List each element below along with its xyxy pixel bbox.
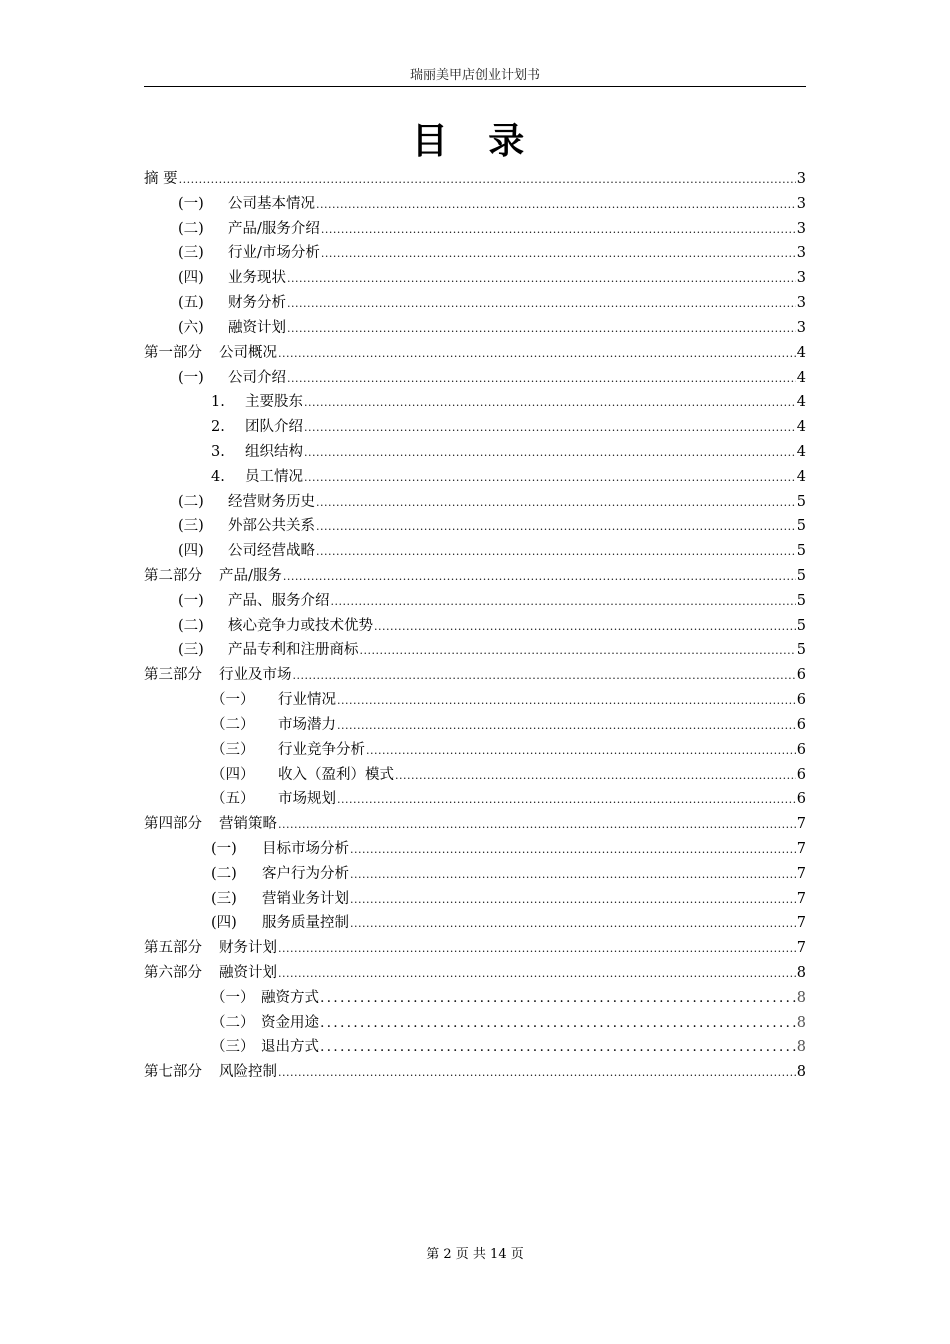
toc-entry[interactable] [144, 862, 806, 887]
toc-entry[interactable] [144, 1060, 806, 1085]
toc-entry-page: 8 [796, 1039, 806, 1056]
toc-entry[interactable] [144, 514, 806, 539]
toc-entry[interactable] [144, 812, 806, 837]
toc-entry-page: 6 [796, 766, 806, 783]
toc-entry-title: 客户行为分析 [262, 865, 349, 882]
toc-leader-dots [278, 962, 796, 986]
toc-leader-dots [321, 218, 796, 242]
toc-entry-number: （二） [211, 716, 255, 733]
toc-entry-number: 3. [211, 443, 225, 460]
toc-entry-page: 4 [796, 394, 806, 411]
toc-entry[interactable] [144, 167, 806, 192]
toc-entry-page: 7 [796, 840, 806, 857]
table-of-contents [144, 167, 806, 1085]
toc-entry[interactable] [144, 217, 806, 242]
toc-entry-title: 公司概况 [219, 344, 277, 361]
toc-entry-page: 4 [796, 369, 806, 386]
toc-leader-dots [316, 540, 796, 564]
toc-entry-number: （一） [211, 989, 255, 1006]
toc-entry-number: 1. [211, 394, 225, 411]
toc-entry-page: 8 [796, 1064, 806, 1081]
toc-entry-title: 行业及市场 [219, 667, 292, 684]
toc-entry[interactable] [144, 688, 806, 713]
toc-entry-title: 团队介绍 [245, 419, 303, 436]
toc-entry-page: 5 [796, 518, 806, 535]
toc-entry-title: 行业情况 [278, 692, 336, 709]
toc-entry-number: (六) [178, 319, 204, 336]
toc-entry-number: (三) [178, 518, 204, 535]
toc-entry[interactable] [144, 763, 806, 788]
toc-entry-number: （三） [211, 741, 255, 758]
toc-leader-dots [350, 838, 796, 862]
toc-entry-title: 组织结构 [245, 443, 303, 460]
toc-entry-number: (一) [178, 592, 204, 609]
toc-entry[interactable] [144, 390, 806, 415]
toc-entry-page: 6 [796, 692, 806, 709]
toc-entry-title: 核心竞争力或技术优势 [228, 617, 373, 634]
toc-entry-title: 公司经营战略 [228, 543, 315, 560]
toc-entry-number: (四) [178, 270, 204, 287]
toc-entry[interactable] [144, 614, 806, 639]
toc-title: 目 录 [411, 120, 539, 162]
toc-leader-dots [278, 813, 796, 837]
toc-entry-title: 融资计划 [219, 965, 277, 981]
toc-leader-dots [278, 937, 796, 961]
toc-entry-page: 5 [796, 642, 806, 659]
toc-entry-title: 公司基本情况 [228, 195, 315, 212]
toc-entry[interactable] [144, 266, 806, 291]
toc-entry-title: 行业/市场分析 [228, 245, 320, 262]
toc-entry[interactable] [144, 1011, 806, 1036]
toc-entry-number: （三） [211, 1039, 255, 1056]
toc-entry-number: (四) [211, 915, 237, 932]
toc-entry-title: 产品/服务 [219, 568, 282, 584]
toc-entry-title: 融资方式 [261, 989, 319, 1006]
toc-entry-title: 融资计划 [228, 319, 286, 336]
toc-entry-number: 第六部分 [144, 965, 202, 981]
toc-entry-title: 产品专利和注册商标 [228, 642, 359, 659]
toc-entry[interactable] [144, 490, 806, 515]
toc-leader-dots [278, 342, 796, 366]
toc-entry-page: 3 [796, 295, 806, 312]
toc-entry-title: 产品/服务介绍 [228, 220, 320, 237]
toc-entry[interactable] [144, 911, 806, 936]
toc-entry-title: 公司介绍 [228, 369, 286, 386]
toc-entry[interactable] [144, 738, 806, 763]
toc-entry[interactable] [144, 564, 806, 589]
toc-entry[interactable] [144, 887, 806, 912]
toc-entry-number: （二） [211, 1014, 255, 1031]
toc-entry-number: (三) [178, 245, 204, 262]
toc-entry-title: 收入（盈利）模式 [278, 766, 394, 783]
toc-entry-title: 主要股东 [245, 394, 303, 411]
toc-leader-dots [316, 515, 796, 539]
toc-entry-page: 8 [796, 1014, 806, 1031]
toc-entry-page: 7 [796, 890, 806, 907]
toc-entry-number: （四） [211, 766, 255, 783]
toc-entry-page: 3 [796, 195, 806, 212]
toc-entry-number: 4. [211, 468, 225, 485]
toc-entry[interactable] [144, 961, 806, 986]
toc-leader-dots [304, 416, 796, 440]
toc-entry-title: 员工情况 [245, 468, 303, 485]
toc-entry-page: 5 [796, 493, 806, 510]
toc-entry-number: 摘 要 [144, 171, 178, 187]
toc-entry-page: 5 [796, 617, 806, 634]
toc-entry-page: 4 [796, 443, 806, 460]
toc-entry-number: （五） [211, 791, 255, 808]
toc-entry-number: (五) [178, 295, 204, 312]
toc-entry[interactable] [144, 241, 806, 266]
toc-entry-number: (一) [178, 369, 204, 386]
toc-entry-page: 3 [796, 171, 806, 187]
toc-entry-page: 3 [796, 245, 806, 262]
page-footer: 第 2 页 共 14 页 [426, 1247, 524, 1262]
toc-entry-page: 3 [796, 270, 806, 287]
toc-entry-number: 第七部分 [144, 1064, 202, 1081]
toc-entry-page: 3 [796, 220, 806, 237]
toc-leader-dots [283, 565, 796, 589]
toc-entry[interactable] [144, 713, 806, 738]
toc-entry[interactable] [144, 638, 806, 663]
toc-entry-title: 外部公共关系 [228, 518, 315, 535]
toc-entry-title: 经营财务历史 [228, 493, 315, 510]
toc-entry-page: 5 [796, 568, 806, 584]
toc-entry-title: 产品、服务介绍 [228, 592, 330, 609]
toc-leader-dots [337, 714, 796, 738]
toc-leader-dots [287, 317, 796, 341]
toc-entry-number: （一） [211, 692, 255, 709]
toc-entry-page: 8 [796, 965, 806, 981]
toc-entry-number: (二) [178, 617, 204, 634]
toc-leader-dots [350, 888, 796, 912]
toc-leader-dots [360, 639, 796, 663]
toc-leader-dots [320, 986, 796, 1011]
toc-leader-dots [304, 466, 796, 490]
toc-leader-dots [331, 590, 796, 614]
toc-entry-title: 服务质量控制 [262, 915, 349, 932]
toc-entry[interactable] [144, 663, 806, 688]
toc-leader-dots [287, 267, 796, 291]
toc-entry-page: 4 [796, 468, 806, 485]
toc-leader-dots [350, 912, 796, 936]
toc-entry-number: (二) [178, 493, 204, 510]
toc-entry[interactable] [144, 192, 806, 217]
toc-entry-title: 财务计划 [219, 940, 277, 957]
toc-leader-dots [179, 168, 796, 192]
toc-leader-dots [337, 788, 796, 812]
toc-entry-page: 7 [796, 865, 806, 882]
toc-entry-number: (一) [178, 195, 204, 212]
toc-entry-page: 4 [796, 419, 806, 436]
toc-leader-dots [366, 739, 796, 763]
toc-entry-title: 营销策略 [219, 816, 277, 833]
toc-leader-dots [395, 764, 796, 788]
toc-entry[interactable] [144, 787, 806, 812]
toc-entry-page: 6 [796, 716, 806, 733]
toc-entry-number: (三) [211, 890, 237, 907]
toc-entry-page: 7 [796, 915, 806, 932]
toc-entry[interactable] [144, 837, 806, 862]
toc-entry-title: 市场规划 [278, 791, 336, 808]
toc-leader-dots [287, 367, 796, 391]
toc-entry[interactable] [144, 986, 806, 1011]
toc-leader-dots [304, 391, 796, 415]
toc-entry-number: 2. [211, 419, 225, 436]
toc-entry-title: 退出方式 [261, 1039, 319, 1056]
toc-leader-dots [321, 242, 796, 266]
toc-entry[interactable] [144, 589, 806, 614]
toc-leader-dots [374, 615, 796, 639]
toc-entry[interactable] [144, 440, 806, 465]
toc-entry-page: 5 [796, 543, 806, 560]
toc-entry-title: 资金用途 [261, 1014, 319, 1031]
toc-entry[interactable] [144, 415, 806, 440]
toc-entry[interactable] [144, 291, 806, 316]
toc-leader-dots [350, 863, 796, 887]
toc-entry-page: 6 [796, 741, 806, 758]
toc-entry[interactable] [144, 1035, 806, 1060]
toc-leader-dots [304, 441, 796, 465]
toc-entry-page: 8 [796, 989, 806, 1006]
page-header: 瑞丽美甲店创业计划书 [144, 66, 806, 87]
toc-leader-dots [293, 664, 796, 688]
toc-entry-number: (四) [178, 543, 204, 560]
toc-entry-page: 4 [796, 344, 806, 361]
toc-leader-dots [320, 1011, 796, 1036]
toc-entry-number: 第五部分 [144, 940, 202, 957]
toc-entry-page: 7 [796, 940, 806, 957]
toc-entry[interactable] [144, 465, 806, 490]
toc-entry-title: 营销业务计划 [262, 890, 349, 907]
toc-entry[interactable] [144, 366, 806, 391]
toc-entry-page: 7 [796, 816, 806, 833]
toc-entry-page: 5 [796, 592, 806, 609]
toc-entry-title: 风险控制 [219, 1064, 277, 1081]
toc-leader-dots [316, 193, 796, 217]
toc-leader-dots [287, 292, 796, 316]
toc-entry-title: 业务现状 [228, 270, 286, 287]
toc-entry-number: 第二部分 [144, 568, 202, 584]
toc-entry-page: 6 [796, 791, 806, 808]
toc-entry-title: 行业竞争分析 [278, 741, 365, 758]
toc-leader-dots [316, 491, 796, 515]
toc-entry-page: 3 [796, 319, 806, 336]
toc-entry-number: 第一部分 [144, 344, 202, 361]
toc-leader-dots [337, 689, 796, 713]
toc-leader-dots [278, 1061, 796, 1085]
toc-entry-number: (三) [178, 642, 204, 659]
toc-leader-dots [320, 1035, 796, 1060]
toc-entry[interactable] [144, 341, 806, 366]
toc-entry-number: 第四部分 [144, 816, 202, 833]
toc-entry-title: 财务分析 [228, 295, 286, 312]
toc-entry-number: (二) [178, 220, 204, 237]
toc-entry-title: 市场潜力 [278, 716, 336, 733]
toc-entry-number: (二) [211, 865, 237, 882]
toc-entry-page: 6 [796, 667, 806, 684]
toc-entry[interactable] [144, 539, 806, 564]
toc-entry[interactable] [144, 936, 806, 961]
toc-entry[interactable] [144, 316, 806, 341]
toc-entry-number: (一) [211, 840, 237, 857]
toc-entry-number: 第三部分 [144, 667, 202, 684]
toc-entry-title: 目标市场分析 [262, 840, 349, 857]
